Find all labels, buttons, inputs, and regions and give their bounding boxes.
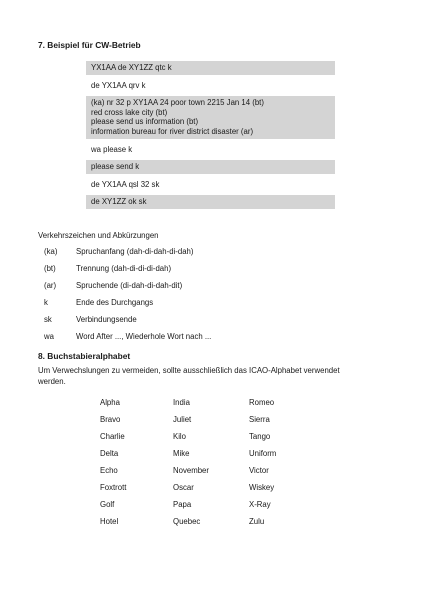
icao-word: Oscar <box>173 483 194 492</box>
icao-word: Wiskey <box>249 483 275 492</box>
icao-word: Tango <box>249 432 271 441</box>
icao-word: Foxtrott <box>100 483 127 492</box>
cw-message-row <box>86 195 335 209</box>
cw-message-row <box>86 143 335 157</box>
cw-message-line: (ka) nr 32 p XY1AA 24 poor town 2215 Jan 14 (bt) <box>91 98 264 108</box>
abbreviation-meaning: Word After ..., Wiederhole Wort nach ... <box>76 332 212 341</box>
section-7-heading: 7. Beispiel für CW-Betrieb <box>38 40 141 50</box>
icao-word: Alpha <box>100 398 120 407</box>
cw-message-line: please send k <box>91 162 140 172</box>
icao-word: Charlie <box>100 432 125 441</box>
section-8-heading: 8. Buchstabieralphabet <box>38 351 131 361</box>
icao-word: Delta <box>100 449 119 458</box>
section-8-intro-line-2: werden. <box>38 377 66 386</box>
icao-word: Quebec <box>173 517 201 526</box>
cw-message-row <box>86 61 335 75</box>
cw-message-row <box>86 79 335 93</box>
icao-word: Victor <box>249 466 269 475</box>
cw-message-row <box>86 178 335 192</box>
icao-word: Uniform <box>249 449 277 458</box>
abbreviation-meaning: Ende des Durchgangs <box>76 298 154 307</box>
icao-word: November <box>173 466 209 475</box>
abbreviation-code: wa <box>44 332 54 341</box>
cw-message-line: wa please k <box>91 144 133 154</box>
icao-word: X-Ray <box>249 500 271 509</box>
cw-example-box <box>86 61 335 213</box>
abbreviations-title: Verkehrszeichen und Abkürzungen <box>38 231 159 240</box>
cw-message-line: please send us information (bt) <box>91 117 199 127</box>
section-8-intro-line-1: Um Verwechslungen zu vermeiden, sollte ausschließlich das ICAO-Alphabet verwendet <box>38 366 340 375</box>
icao-word: Zulu <box>249 517 265 526</box>
icao-word: Juliet <box>173 415 192 424</box>
icao-word: Hotel <box>100 517 119 526</box>
abbreviation-meaning: Spruchende (di-dah-di-dah-dit) <box>76 281 183 290</box>
cw-message-row <box>86 96 335 138</box>
abbreviation-meaning: Trennung (dah-di-di-di-dah) <box>76 264 172 273</box>
icao-word: India <box>173 398 190 407</box>
cw-message-line: de YX1AA qsl 32 sk <box>91 179 160 189</box>
abbreviation-code: (bt) <box>44 264 56 273</box>
icao-word: Papa <box>173 500 192 509</box>
icao-word: Mike <box>173 449 190 458</box>
icao-word: Golf <box>100 500 115 509</box>
abbreviation-code: k <box>44 298 48 307</box>
abbreviation-code: (ka) <box>44 247 58 256</box>
abbreviation-code: sk <box>44 315 52 324</box>
icao-word: Sierra <box>249 415 270 424</box>
cw-message-row <box>86 160 335 174</box>
cw-message-line: de YX1AA qrv k <box>91 80 146 90</box>
cw-message-line: de XY1ZZ ok sk <box>91 197 147 207</box>
abbreviation-code: (ar) <box>44 281 57 290</box>
cw-message-line: red cross lake city (bt) <box>91 107 168 117</box>
abbreviation-meaning: Verbindungsende <box>76 315 137 324</box>
cw-message-line: information bureau for river district disaster (ar) <box>91 126 254 136</box>
abbreviation-meaning: Spruchanfang (dah-di-dah-di-dah) <box>76 247 194 256</box>
icao-word: Kilo <box>173 432 187 441</box>
icao-word: Echo <box>100 466 118 475</box>
icao-word: Bravo <box>100 415 121 424</box>
icao-word: Romeo <box>249 398 275 407</box>
cw-message-line: YX1AA de XY1ZZ qtc k <box>91 63 172 72</box>
